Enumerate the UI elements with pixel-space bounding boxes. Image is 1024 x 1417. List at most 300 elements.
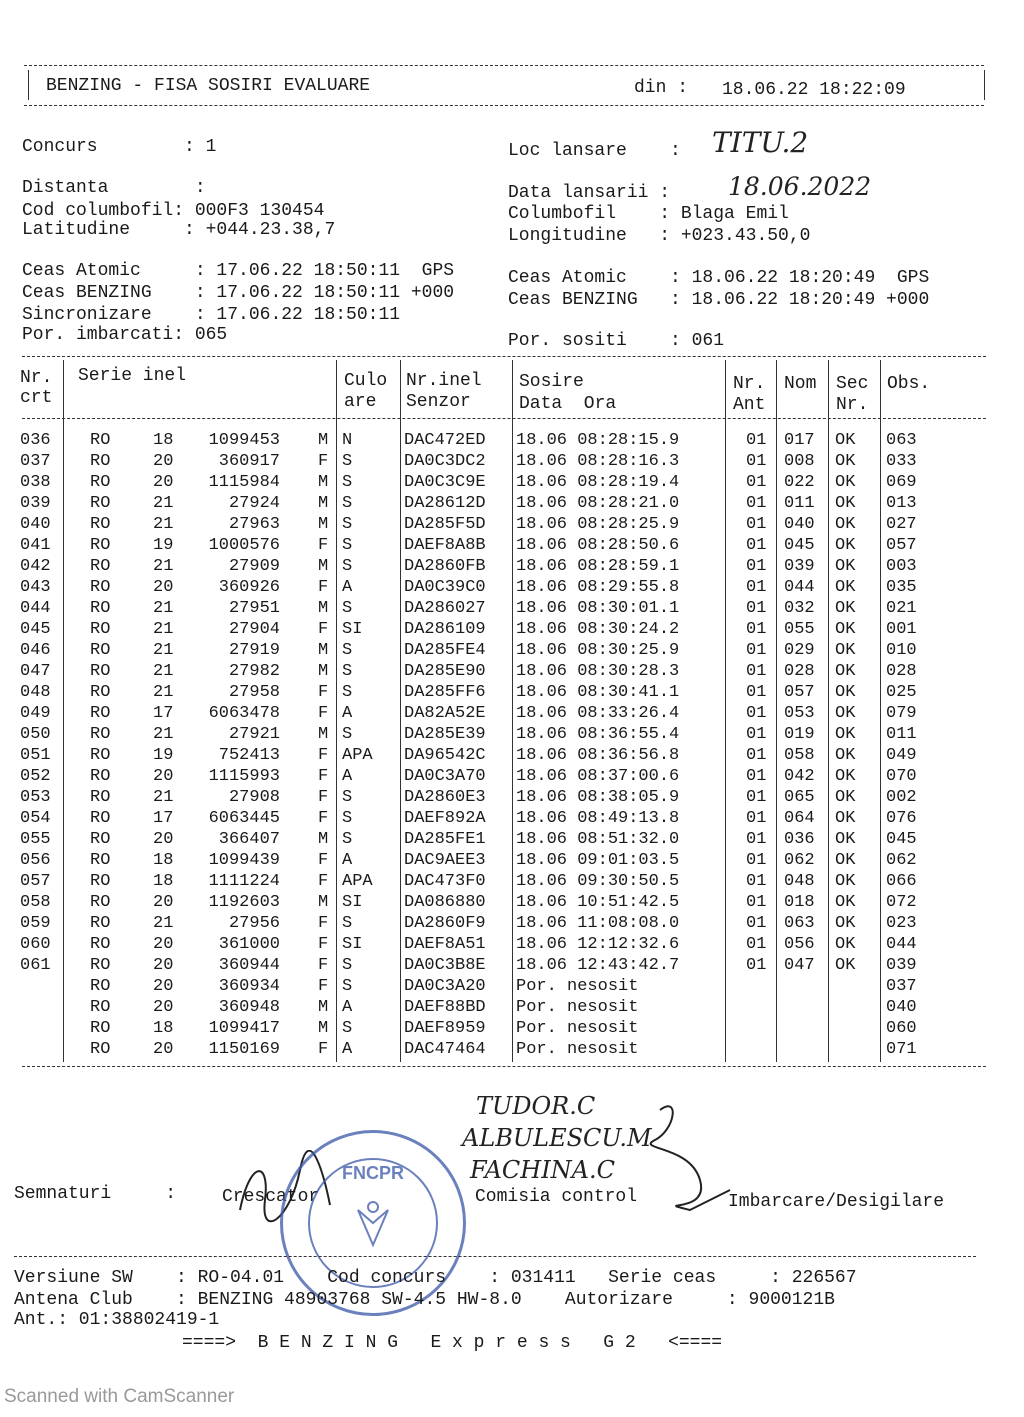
cell-yr: 20 (153, 830, 174, 849)
cell-yr: 20 (153, 998, 174, 1017)
cell-num: 1192603 (208, 893, 280, 912)
cell-nom: 022 (784, 473, 815, 492)
commission-signature (630, 1090, 740, 1220)
cell-nom: 062 (784, 851, 815, 870)
table-row (0, 934, 1024, 955)
cell-yr: 21 (153, 557, 174, 576)
cell-ant: 01 (746, 872, 767, 891)
cell-sosire: 18.06 08:28:25.9 (516, 515, 680, 534)
cell-senzor: DAEF892A (404, 809, 486, 828)
cell-ant: 01 (746, 641, 767, 660)
table-row (0, 766, 1024, 787)
cell-nr: 048 (20, 683, 51, 702)
table-row (0, 598, 1024, 619)
col-header-nom: Nom (784, 374, 817, 394)
cell-yr: 21 (153, 599, 174, 618)
cell-obs: 072 (886, 893, 917, 912)
cell-obs: 069 (886, 473, 917, 492)
cell-senzor: DAEF8959 (404, 1019, 486, 1038)
cell-nr: 050 (20, 725, 51, 744)
table-row (0, 1018, 1024, 1039)
table-row (0, 577, 1024, 598)
columbofil-line: Columbofil : Blaga Emil (508, 204, 789, 224)
cell-nr: 061 (20, 956, 51, 975)
por-imbarcati-line: Por. imbarcati: 065 (22, 325, 228, 345)
cell-yr: 21 (153, 914, 174, 933)
cell-sec: OK (835, 725, 856, 744)
cell-ro: RO (90, 767, 111, 786)
cell-yr: 18 (153, 431, 174, 450)
cell-nom: 008 (784, 452, 815, 471)
cell-ro: RO (90, 851, 111, 870)
cell-ro: RO (90, 746, 111, 765)
cell-sosire: 18.06 08:28:19.4 (516, 473, 680, 492)
cell-obs: 049 (886, 746, 917, 765)
cell-yr: 20 (153, 473, 174, 492)
table-row (0, 661, 1024, 682)
cell-ant: 01 (746, 494, 767, 513)
cell-ro: RO (90, 725, 111, 744)
cell-senzor: DA2860F9 (404, 914, 486, 933)
col-header-nrinel: Nr.inel (406, 371, 482, 391)
cell-sec: OK (835, 956, 856, 975)
distanta-line: Distanta : (22, 178, 206, 198)
comisia-label: Comisia control (475, 1187, 638, 1207)
cell-col: S (342, 1019, 353, 1038)
cell-nom: 028 (784, 662, 815, 681)
table-top-border (22, 356, 986, 357)
cell-num: 27963 (228, 515, 280, 534)
cell-obs: 039 (886, 956, 917, 975)
cell-num: 27909 (228, 557, 280, 576)
table-row (0, 493, 1024, 514)
cell-senzor: DA0C3C9E (404, 473, 486, 492)
cell-obs: 001 (886, 620, 917, 639)
cell-nom: 056 (784, 935, 815, 954)
cell-ant: 01 (746, 767, 767, 786)
table-row (0, 976, 1024, 997)
cell-senzor: DA285E39 (404, 725, 486, 744)
cell-sosire: 18.06 08:36:56.8 (516, 746, 680, 765)
footer-line-1: Versiune SW : RO-04.01 Cod concurs : 031411 Serie ceas : 226567 (14, 1268, 857, 1288)
cell-nom: 045 (784, 536, 815, 555)
cell-nom: 048 (784, 872, 815, 891)
cell-sex: F (318, 536, 329, 555)
cell-yr: 21 (153, 788, 174, 807)
cell-nom: 029 (784, 641, 815, 660)
cod-columbofil-line: Cod columbofil: 000F3 130454 (22, 201, 325, 221)
cell-nom: 058 (784, 746, 815, 765)
table-row (0, 535, 1024, 556)
table-row (0, 430, 1024, 451)
cell-num: 752413 (218, 746, 280, 765)
cell-ant: 01 (746, 830, 767, 849)
cell-num: 360917 (218, 452, 280, 471)
cell-num: 1000576 (208, 536, 280, 555)
cell-yr: 20 (153, 956, 174, 975)
semnaturi-label: Semnaturi : (14, 1184, 177, 1204)
cell-obs: 062 (886, 851, 917, 870)
footer-line-2: Antena Club : BENZING 48903768 SW-4.5 HW-8.0 Autorizare : 9000121B (14, 1290, 835, 1310)
cell-senzor: DA28612D (404, 494, 486, 513)
cell-ro: RO (90, 683, 111, 702)
bird-icon (338, 1195, 408, 1255)
cell-yr: 21 (153, 662, 174, 681)
cell-nom: 042 (784, 767, 815, 786)
col-header-sosire: Sosire (519, 372, 584, 392)
cell-ro: RO (90, 830, 111, 849)
cell-num: 360944 (218, 956, 280, 975)
cell-col: S (342, 977, 353, 996)
cell-nom: 065 (784, 788, 815, 807)
cell-ant: 01 (746, 851, 767, 870)
crescator-label: Crescator (222, 1187, 320, 1207)
cell-sosire: 18.06 08:33:26.4 (516, 704, 680, 723)
col-header-culo: Culo (344, 371, 388, 391)
table-bottom-border (22, 1066, 986, 1067)
longitudine-line: Longitudine : +023.43.50,0 (508, 226, 811, 246)
cell-obs: 023 (886, 914, 917, 933)
cell-senzor: DA285E90 (404, 662, 486, 681)
cell-yr: 20 (153, 452, 174, 471)
cell-sex: F (318, 872, 329, 891)
col-header-sec-nr: Nr. (836, 395, 869, 415)
cell-col: A (342, 704, 353, 723)
cell-sex: F (318, 578, 329, 597)
cell-num: 27908 (228, 788, 280, 807)
cell-yr: 21 (153, 683, 174, 702)
cell-nom: 019 (784, 725, 815, 744)
loc-lansare-label: Loc lansare : (508, 141, 681, 161)
loc-lansare-handwritten: TITU.2 (712, 126, 809, 159)
cell-sec: OK (835, 431, 856, 450)
cell-ro: RO (90, 914, 111, 933)
cell-num: 360926 (218, 578, 280, 597)
header-top-border (24, 65, 984, 66)
cell-sosire: 18.06 08:28:15.9 (516, 431, 680, 450)
cell-obs: 057 (886, 536, 917, 555)
cell-sosire: 18.06 08:28:50.6 (516, 536, 680, 555)
cell-sex: M (318, 494, 329, 513)
cell-sex: M (318, 830, 329, 849)
cell-num: 366407 (218, 830, 280, 849)
cell-sosire: 18.06 08:49:13.8 (516, 809, 680, 828)
cell-sec: OK (835, 746, 856, 765)
cell-sec: OK (835, 830, 856, 849)
cell-yr: 20 (153, 893, 174, 912)
cell-obs: 010 (886, 641, 917, 660)
cell-senzor: DA285F5D (404, 515, 486, 534)
cell-ro: RO (90, 809, 111, 828)
cell-senzor: DA086880 (404, 893, 486, 912)
cell-num: 27951 (228, 599, 280, 618)
din-label: din : (634, 78, 689, 98)
cell-obs: 060 (886, 1019, 917, 1038)
cell-sex: M (318, 1019, 329, 1038)
cell-obs: 037 (886, 977, 917, 996)
cell-sosire: 18.06 09:01:03.5 (516, 851, 680, 870)
cell-col: S (342, 914, 353, 933)
cell-nom: 032 (784, 599, 815, 618)
cell-nr: 041 (20, 536, 51, 555)
cell-ro: RO (90, 452, 111, 471)
cell-sosire: 18.06 10:51:42.5 (516, 893, 680, 912)
por-sositi-line: Por. sositi : 061 (508, 331, 725, 351)
table-row (0, 913, 1024, 934)
cell-num: 27924 (228, 494, 280, 513)
cell-nr: 047 (20, 662, 51, 681)
table-row (0, 745, 1024, 766)
col-header-nr-ant-1: Nr. (733, 374, 766, 394)
cell-sex: M (318, 515, 329, 534)
document-title: BENZING - FISA SOSIRI EVALUARE (46, 76, 371, 96)
cell-sex: F (318, 1040, 329, 1059)
cell-obs: 033 (886, 452, 917, 471)
cell-yr: 18 (153, 851, 174, 870)
cell-sosire: Por. nesosit (516, 977, 639, 996)
cell-nr: 059 (20, 914, 51, 933)
cell-ro: RO (90, 578, 111, 597)
cell-col: S (342, 494, 353, 513)
cell-col: S (342, 557, 353, 576)
cell-sec: OK (835, 452, 856, 471)
table-row (0, 871, 1024, 892)
cell-col: A (342, 998, 353, 1017)
handwritten-name-1: TUDOR.C (476, 1092, 596, 1120)
cell-ro: RO (90, 1019, 111, 1038)
cell-sec: OK (835, 515, 856, 534)
cell-sosire: 18.06 08:28:16.3 (516, 452, 680, 471)
cell-nr: 045 (20, 620, 51, 639)
cell-ant: 01 (746, 914, 767, 933)
cell-ro: RO (90, 977, 111, 996)
cell-num: 27956 (228, 914, 280, 933)
ceas-benzing-end: Ceas BENZING : 18.06.22 18:20:49 +000 (508, 290, 930, 310)
cell-senzor: DA0C3A20 (404, 977, 486, 996)
cell-col: S (342, 473, 353, 492)
cell-num: 27904 (228, 620, 280, 639)
cell-ro: RO (90, 788, 111, 807)
cell-sex: F (318, 851, 329, 870)
cell-yr: 19 (153, 746, 174, 765)
cell-ro: RO (90, 431, 111, 450)
cell-num: 360934 (218, 977, 280, 996)
cell-obs: 021 (886, 599, 917, 618)
cell-senzor: DA2860E3 (404, 788, 486, 807)
header-bottom-border (24, 105, 984, 106)
table-row (0, 892, 1024, 913)
cell-senzor: DA2860FB (404, 557, 486, 576)
cell-obs: 002 (886, 788, 917, 807)
cell-sosire: Por. nesosit (516, 1040, 639, 1059)
cell-num: 1150169 (208, 1040, 280, 1059)
cell-sec: OK (835, 788, 856, 807)
cell-sec: OK (835, 620, 856, 639)
cell-nr: 056 (20, 851, 51, 870)
table-row (0, 514, 1024, 535)
cell-ant: 01 (746, 536, 767, 555)
cell-num: 27919 (228, 641, 280, 660)
cell-senzor: DA0C39C0 (404, 578, 486, 597)
cell-sosire: 18.06 08:30:24.2 (516, 620, 680, 639)
cell-obs: 071 (886, 1040, 917, 1059)
col-header-serie: Serie inel (78, 366, 187, 386)
cell-sec: OK (835, 809, 856, 828)
cell-col: A (342, 851, 353, 870)
cell-nom: 017 (784, 431, 815, 450)
cell-num: 6063445 (208, 809, 280, 828)
cell-nr: 039 (20, 494, 51, 513)
cell-col: S (342, 662, 353, 681)
cell-sex: F (318, 683, 329, 702)
cell-num: 1099453 (208, 431, 280, 450)
cell-col: S (342, 536, 353, 555)
cell-sosire: 18.06 11:08:08.0 (516, 914, 680, 933)
cell-ro: RO (90, 998, 111, 1017)
cell-col: S (342, 956, 353, 975)
cell-sec: OK (835, 494, 856, 513)
cell-nom: 064 (784, 809, 815, 828)
handwritten-name-2: ALBULESCU.M (462, 1124, 652, 1152)
cell-sex: F (318, 620, 329, 639)
cell-col: S (342, 809, 353, 828)
col-header-obs: Obs. (887, 374, 931, 394)
cell-ro: RO (90, 494, 111, 513)
cell-obs: 070 (886, 767, 917, 786)
cell-senzor: DAC9AEE3 (404, 851, 486, 870)
table-row (0, 619, 1024, 640)
cell-obs: 013 (886, 494, 917, 513)
cell-obs: 063 (886, 431, 917, 450)
cell-ant: 01 (746, 725, 767, 744)
cell-nr: 058 (20, 893, 51, 912)
cell-yr: 20 (153, 1040, 174, 1059)
cell-col: APA (342, 746, 373, 765)
cell-nr: 036 (20, 431, 51, 450)
cell-ant: 01 (746, 746, 767, 765)
cell-num: 27982 (228, 662, 280, 681)
cell-yr: 18 (153, 1019, 174, 1038)
cell-senzor: DA285FE1 (404, 830, 486, 849)
cell-ant: 01 (746, 431, 767, 450)
table-row (0, 724, 1024, 745)
cell-sosire: 18.06 12:43:42.7 (516, 956, 680, 975)
cell-sex: M (318, 662, 329, 681)
cell-num: 6063478 (208, 704, 280, 723)
cell-ro: RO (90, 1040, 111, 1059)
cell-ro: RO (90, 473, 111, 492)
cell-nom: 039 (784, 557, 815, 576)
cell-obs: 076 (886, 809, 917, 828)
cell-yr: 21 (153, 620, 174, 639)
cell-ant: 01 (746, 452, 767, 471)
cell-nom: 055 (784, 620, 815, 639)
table-row (0, 703, 1024, 724)
cell-obs: 025 (886, 683, 917, 702)
cell-col: APA (342, 872, 373, 891)
cell-yr: 20 (153, 578, 174, 597)
cell-col: SI (342, 893, 363, 912)
ceas-atomic-start: Ceas Atomic : 17.06.22 18:50:11 GPS (22, 261, 455, 281)
cell-nr: 049 (20, 704, 51, 723)
cell-yr: 20 (153, 935, 174, 954)
table-row (0, 787, 1024, 808)
cell-ant: 01 (746, 620, 767, 639)
cell-sec: OK (835, 851, 856, 870)
cell-ant: 01 (746, 599, 767, 618)
cell-ro: RO (90, 641, 111, 660)
cell-ant: 01 (746, 662, 767, 681)
cell-nom: 057 (784, 683, 815, 702)
cell-nr: 037 (20, 452, 51, 471)
col-header-are: are (344, 392, 377, 412)
cell-ant: 01 (746, 578, 767, 597)
cell-ro: RO (90, 872, 111, 891)
cell-sec: OK (835, 536, 856, 555)
cell-col: S (342, 641, 353, 660)
cell-obs: 040 (886, 998, 917, 1017)
cell-sex: F (318, 704, 329, 723)
cell-obs: 079 (886, 704, 917, 723)
table-row (0, 472, 1024, 493)
cell-yr: 21 (153, 515, 174, 534)
footer-benzing-express: ====> B E N Z I N G E x p r e s s G 2 <==== (182, 1333, 723, 1353)
cell-nom: 011 (784, 494, 815, 513)
cell-sosire: Por. nesosit (516, 1019, 639, 1038)
cell-sec: OK (835, 704, 856, 723)
cell-ro: RO (90, 557, 111, 576)
table-header-divider (22, 418, 986, 419)
cell-num: 27921 (228, 725, 280, 744)
cell-nom: 036 (784, 830, 815, 849)
cell-sex: F (318, 788, 329, 807)
cell-sec: OK (835, 557, 856, 576)
cell-senzor: DAC47464 (404, 1040, 486, 1059)
cell-nr: 043 (20, 578, 51, 597)
cell-nr: 040 (20, 515, 51, 534)
cell-senzor: DA286027 (404, 599, 486, 618)
cell-nom: 053 (784, 704, 815, 723)
cell-sex: M (318, 641, 329, 660)
cell-sec: OK (835, 473, 856, 492)
cell-yr: 19 (153, 536, 174, 555)
cell-obs: 011 (886, 725, 917, 744)
cell-col: S (342, 830, 353, 849)
table-row (0, 955, 1024, 976)
cell-sosire: 18.06 08:30:25.9 (516, 641, 680, 660)
cell-sex: F (318, 977, 329, 996)
cell-nr: 051 (20, 746, 51, 765)
cell-sex: M (318, 599, 329, 618)
cell-sex: M (318, 893, 329, 912)
table-row (0, 850, 1024, 871)
table-row (0, 640, 1024, 661)
cell-num: 27958 (228, 683, 280, 702)
cell-num: 361000 (218, 935, 280, 954)
cell-sex: F (318, 452, 329, 471)
cell-sosire: 18.06 08:51:32.0 (516, 830, 680, 849)
cell-ant: 01 (746, 809, 767, 828)
cell-col: SI (342, 935, 363, 954)
cell-yr: 21 (153, 641, 174, 660)
cell-obs: 045 (886, 830, 917, 849)
cell-sex: F (318, 935, 329, 954)
ceas-atomic-end: Ceas Atomic : 18.06.22 18:20:49 GPS (508, 268, 930, 288)
cell-nom: 047 (784, 956, 815, 975)
cell-nom: 040 (784, 515, 815, 534)
cell-sex: M (318, 998, 329, 1017)
cell-ant: 01 (746, 683, 767, 702)
